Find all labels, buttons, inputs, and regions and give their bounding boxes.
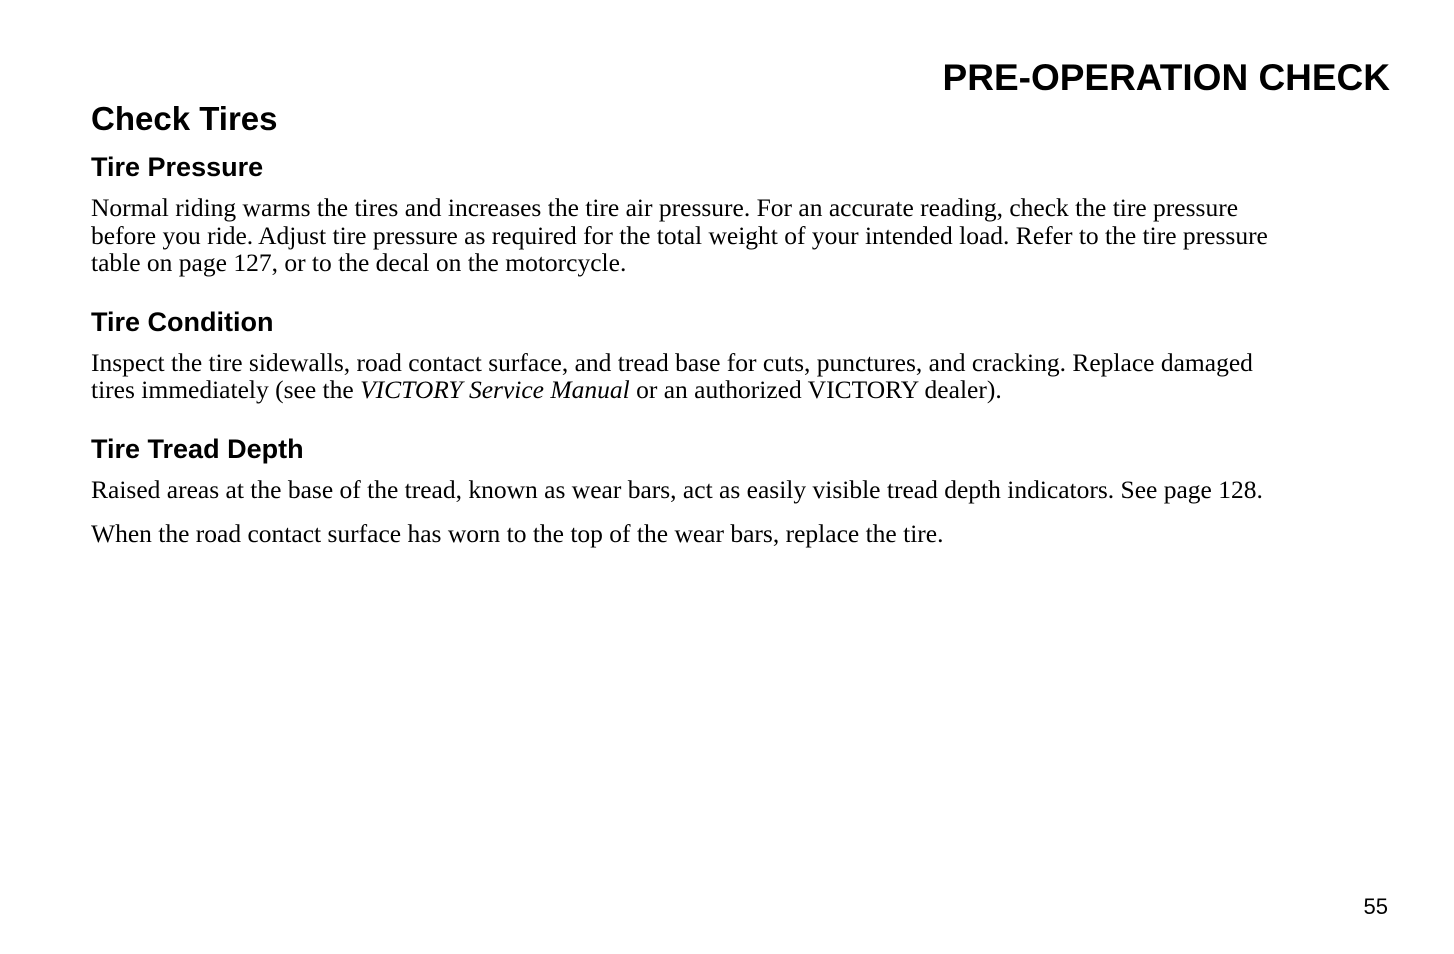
tire-condition-line-1: Inspect the tire sidewalls, road contact surface, and tread base for cuts, punctures, and cracking. Replace damaged [91, 347, 1253, 377]
tire-condition-heading: Tire Condition [91, 306, 274, 337]
section-title: Check Tires [91, 100, 278, 137]
tire-tread-depth-paragraph-1: Raised areas at the base of the tread, known as wear bars, act as easily visible tread depth indicators. See page 128. [91, 474, 1263, 504]
service-manual-title: VICTORY Service Manual [360, 375, 630, 404]
tire-condition-text-post: or an authorized VICTORY dealer). [629, 375, 1002, 404]
page-number: 55 [1363, 894, 1388, 919]
tire-tread-depth-heading: Tire Tread Depth [91, 433, 304, 464]
tire-condition-text-pre: tires immediately (see the [91, 375, 361, 404]
tire-condition-paragraph [91, 349, 1391, 404]
tire-tread-depth-paragraph-2: When the road contact surface has worn to the top of the wear bars, replace the tire. [91, 519, 944, 548]
page-content [91, 99, 1391, 548]
chapter-title: PRE-OPERATION CHECK [942, 57, 1390, 98]
tire-pressure-heading: Tire Pressure [91, 152, 264, 182]
tire-pressure-paragraph: Normal riding warms the tires and increases the tire air pressure. For an accurate reading, check the tire pressure before you ride. Adjust tire pressure as required for the total weight of your intended load. Refer to the tire pressure table on page 127, or to the decal on the motorcycle. [91, 193, 1268, 277]
